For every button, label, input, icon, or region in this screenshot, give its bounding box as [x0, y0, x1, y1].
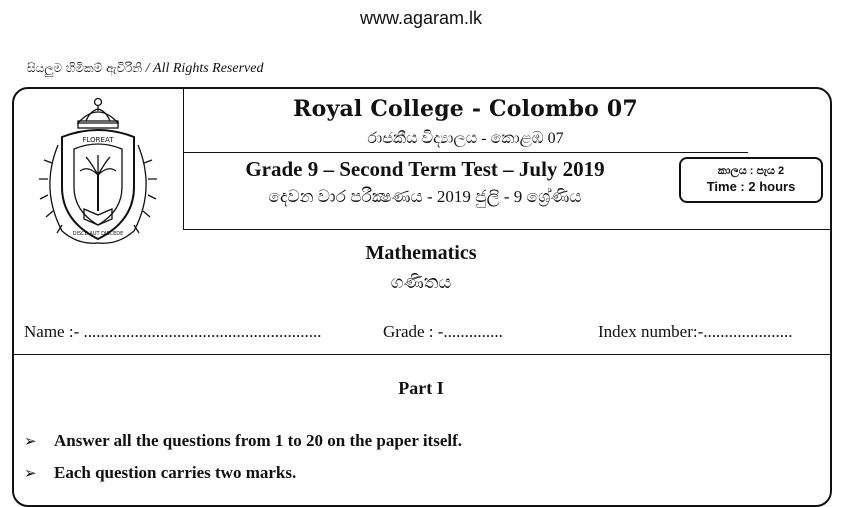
time-label: Time : 2 hours — [706, 179, 796, 194]
crest-motto-top: FLOREAT — [82, 136, 114, 144]
divider-under-school — [183, 152, 748, 153]
instruction-text: Answer all the questions from 1 to 20 on the paper itself. — [54, 431, 462, 450]
instruction-item — [24, 431, 462, 451]
subject-title-sinhala: ගණිතය — [390, 272, 452, 292]
part-title: Part I — [398, 378, 444, 398]
rights-sinhala: සියලුම හිමිකම් ඇවිරිනි — [27, 61, 143, 75]
time-label-sinhala: කාලය : පැය 2 — [717, 165, 785, 177]
exam-title: Grade 9 – Second Term Test – July 2019 — [245, 157, 605, 181]
college-crest-icon — [34, 93, 162, 249]
subject-title: Mathematics — [365, 242, 477, 264]
instruction-text: Each question carries two marks. — [54, 463, 297, 482]
crest-motto-bottom: DISCE AUT DISCEDE — [72, 231, 124, 237]
rights-notice — [27, 61, 263, 77]
school-name: Royal College - Colombo 07 — [293, 96, 638, 122]
name-field[interactable]: Name :- ........................................................ — [24, 322, 322, 341]
time-box — [679, 157, 823, 203]
website-header: www.agaram.lk — [359, 8, 483, 28]
arrowhead-bullet-icon: ➢ — [24, 464, 37, 482]
school-name-sinhala: රාජකීය විද්‍යාලය - කොළඹ 07 — [367, 130, 564, 147]
index-number-field[interactable]: Index number:-..................... — [598, 322, 793, 341]
arrowhead-bullet-icon: ➢ — [24, 432, 37, 450]
divider-under-header — [183, 229, 831, 230]
instruction-item — [24, 463, 296, 483]
divider-under-fields — [12, 354, 832, 355]
rights-english: / All Rights Reserved — [145, 61, 264, 76]
grade-field[interactable]: Grade : -.............. — [383, 322, 503, 341]
exam-title-sinhala: දෙවන වාර පරීක්‍ෂණය - 2019 ජුලි - 9 ශ්‍රේණිය — [268, 187, 582, 206]
